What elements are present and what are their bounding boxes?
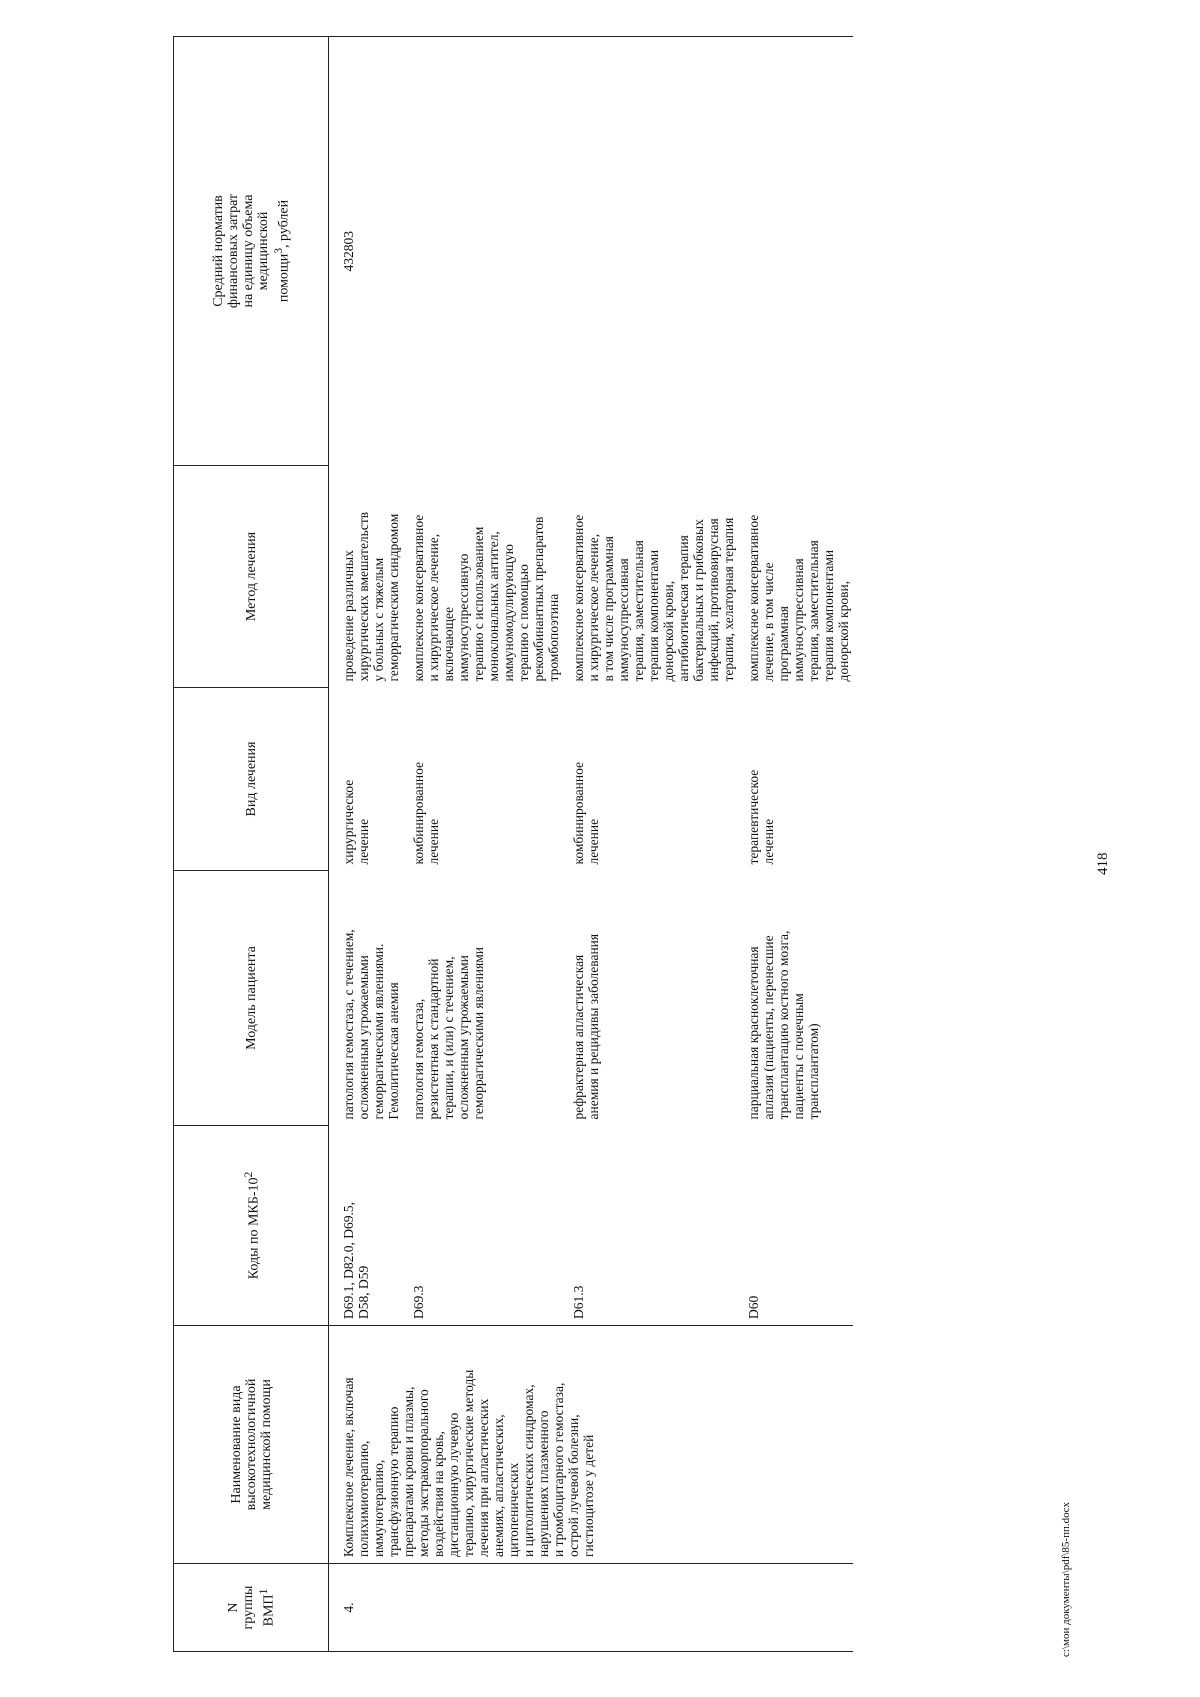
header-codes: Коды по МКБ-$10^2$	[174, 1126, 329, 1326]
group-number: 4.	[329, 1564, 854, 1652]
row-model: патология гемостаза, резистентная к стандартной терапии, и (или) с течением, осложненным угрожаемыми геморрагическими явлениями	[411, 947, 486, 1120]
page-number: 418	[1095, 852, 1111, 875]
row-type: комбинированное лечение	[571, 762, 601, 865]
header-model: Модель пациента	[174, 871, 329, 1126]
row-model: рефрактерная апластическая анемия и рецидивы заболевания	[571, 933, 601, 1120]
row-codes: D69.3	[411, 1285, 426, 1319]
row-type: комбинированное лечение	[411, 762, 441, 865]
row-method: комплексное консервативное лечение, в том числе программная иммуносупрессивная терапия, заместительная терапия компонентами донорской крови,	[746, 514, 851, 682]
row-model: парциальная красноклеточная аплазия (пациенты, перенесшие трансплантацию костного мозга, пациенты с почечным трансплантатом)	[746, 930, 821, 1120]
row-method: комплексное консервативное и хирургическое лечение, в том числе программная иммуносупрессивная терапия, заместительная терапия компонентами донорской крови, антибиотическая терапия бактериальных и грибковых инфекций, противовирусная терапия, хелаторная терапия	[571, 514, 736, 682]
group-name: Комплексное лечение, включая полихимиотерапию, иммунотерапию, трансфузионную терапию препаратами крови и плазмы, методы экстракорпорального воздействия на кровь, дистанционную лучевую терапию, хирургические методы лечения при апластических анемиях, апластических, цитопенических и цитолитических синдромах, нарушениях плазменного и тромбоцитарного гемостаза, острой лучевой болезни, гистиоцитозе у детей	[329, 1326, 854, 1564]
row-codes: D69.1, D82.0, D69.5, D58, D59	[341, 1202, 371, 1319]
table-row	[329, 37, 404, 1652]
table-header-row	[174, 37, 329, 1652]
header-cost: Средний норматив финансовых затрат на единицу объема медицинской помощи$^3$, рублей	[174, 37, 329, 466]
header-method: Метод лечения	[174, 466, 329, 688]
header-group: N группы ВМП$^1$	[174, 1564, 329, 1652]
row-method: комплексное консервативное и хирургическое лечение, включающее иммуносупрессивную терапию с использованием моноклональных антител, иммуномодулирующую терапию с помощью рекомбинантных препаратов тромбопоэтина	[411, 514, 561, 682]
header-name: Наименование вида высокотехнологичной медицинской помощи	[174, 1326, 329, 1564]
row-codes: D60	[746, 1295, 761, 1319]
vmp-table	[173, 36, 853, 1652]
row-method: проведение различных хирургических вмешательств у больных с тяжелым геморрагическим синдромом	[341, 511, 401, 682]
row-type: хирургическое лечение	[341, 779, 371, 865]
footer-file-path: c:\мои документы\pdf\85-пп.docx	[1060, 1501, 1072, 1657]
row-type: терапевтическое лечение	[746, 769, 776, 865]
group-cost: 432803	[329, 37, 854, 466]
header-type: Вид лечения	[174, 688, 329, 871]
row-model: патология гемостаза, с течением, осложненным угрожаемыми геморрагическими явлениями. Гемолитическая анемия	[341, 929, 401, 1120]
row-codes: D61.3	[571, 1285, 586, 1319]
